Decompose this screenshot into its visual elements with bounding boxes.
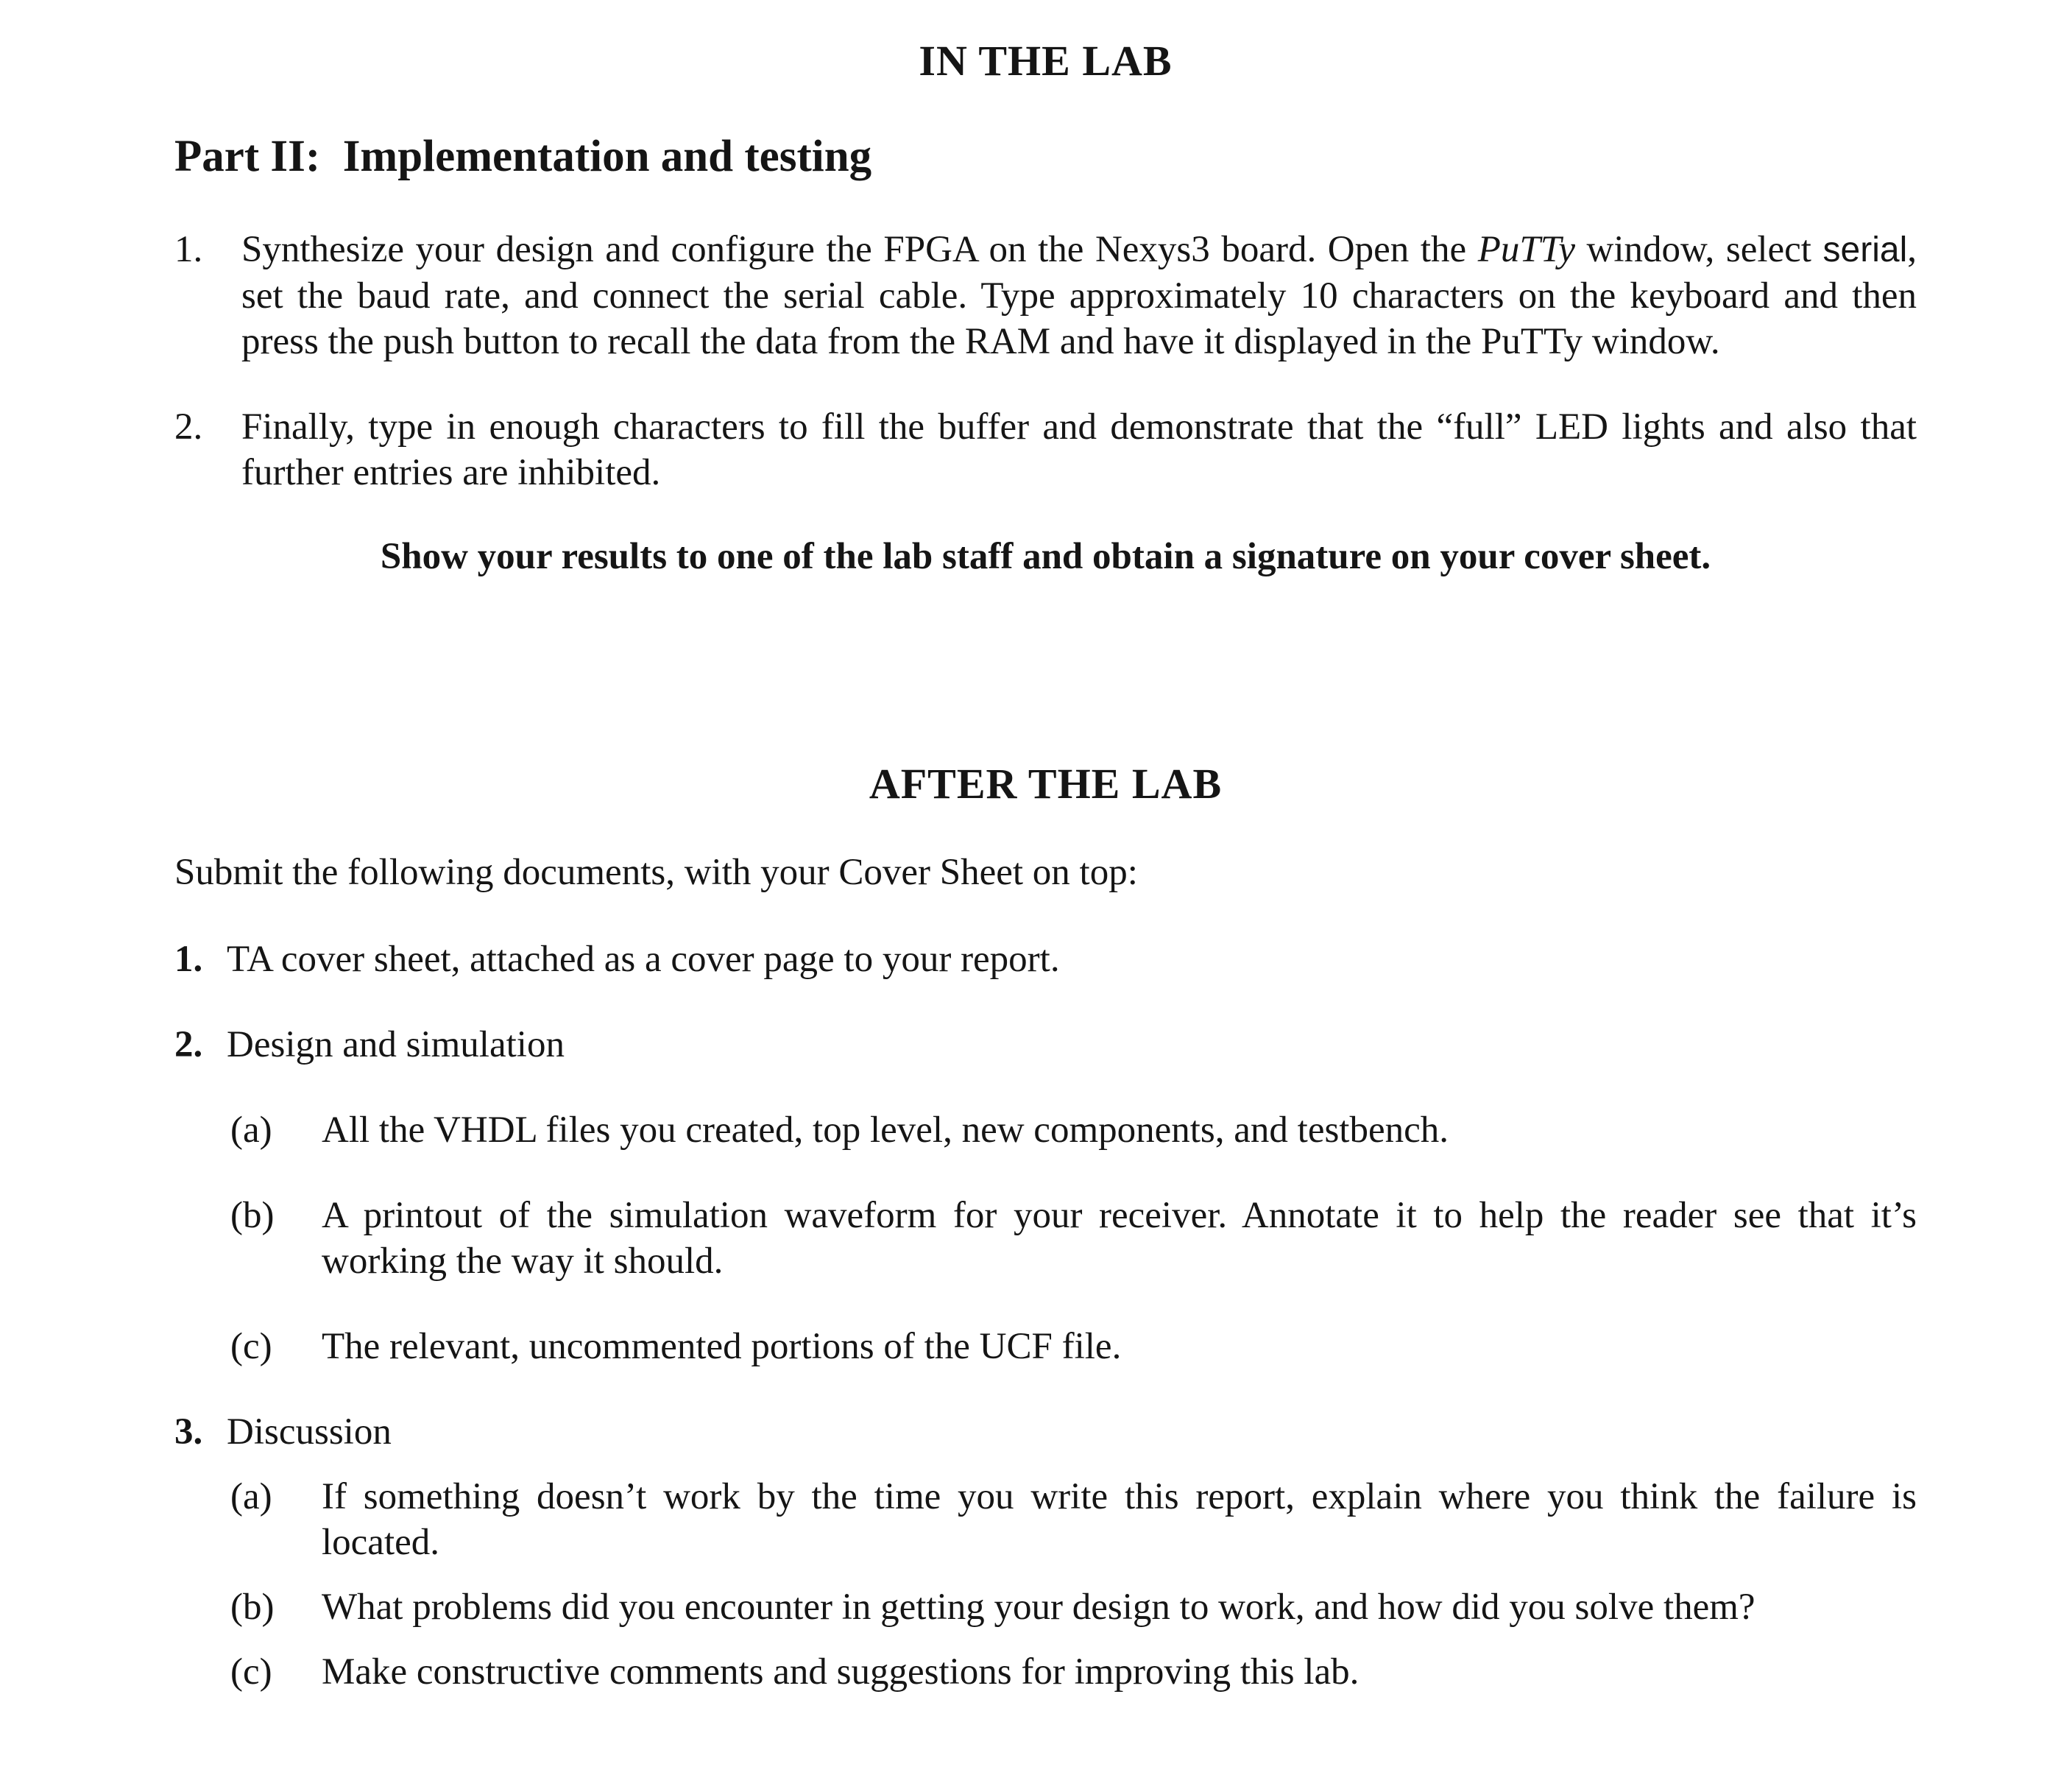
submit-item-2b-text: A printout of the simulation waveform for your receiver. Annotate it to help the reader see that it’s working the way it should.: [322, 1195, 1917, 1282]
text-segment: Synthesize your design and configure the FPGA on the Nexys3 board. Open the: [241, 229, 1478, 270]
text-segment: , set the baud rate, and connect the serial cable. Type approximately 10 characters on the keyboard and then press the push button to recall the data from the RAM and have it displayed in the PuTTy window.: [241, 229, 1917, 362]
after-the-lab-section: [174, 759, 1917, 1695]
part2-heading: Part II: Implementation and testing: [174, 132, 872, 181]
list-number: 3.: [174, 1411, 203, 1453]
submit-intro: Submit the following documents, with your Cover Sheet on top:: [174, 852, 1138, 893]
submit-item-3a-text: If something doesn’t work by the time you write this report, explain where you think the failure is located.: [322, 1476, 1917, 1563]
submit-item-3-text: Discussion: [227, 1411, 392, 1453]
list-number: 2.: [174, 406, 203, 448]
submit-item-2a: [230, 1107, 1917, 1153]
submit-item-3c-text: Make constructive comments and suggestions for improving this lab.: [322, 1651, 1359, 1693]
submit-item-2a-text: All the VHDL files you created, top level, new components, and testbench.: [322, 1109, 1449, 1151]
serial-sans-text: serial: [1822, 230, 1908, 269]
submit-item-3: [174, 1409, 1917, 1455]
lab-step-1-text: [241, 227, 1917, 364]
submit-item-3a: [230, 1474, 1917, 1565]
submit-item-2b: [230, 1193, 1917, 1284]
submit-item-2-text: Design and simulation: [227, 1024, 565, 1065]
list-number: 1.: [174, 939, 203, 980]
sub-label: (c): [230, 1651, 272, 1693]
sub-label: (a): [230, 1109, 272, 1151]
sub-label: (c): [230, 1326, 272, 1367]
text-segment: window, select: [1574, 229, 1823, 270]
show-results-callout: Show your results to one of the lab staff and obtain a signature on your cover sheet.: [380, 536, 1711, 577]
sub-label: (a): [230, 1476, 272, 1517]
submit-item-2c-text: The relevant, uncommented portions of the UCF file.: [322, 1326, 1122, 1367]
submit-item-2c: [230, 1324, 1917, 1369]
submit-item-1: [174, 936, 1917, 982]
putty-italic-text: PuTTy: [1477, 229, 1575, 270]
submit-item-3b-text: What problems did you encounter in getting your design to work, and how did you solve them?: [322, 1587, 1755, 1628]
list-number: 2.: [174, 1024, 203, 1065]
list-number: 1.: [174, 229, 203, 270]
sub-label: (b): [230, 1587, 275, 1628]
lab-step-2-text: Finally, type in enough characters to fill the buffer and demonstrate that the “full” LED lights and also that further entries are inhibited.: [241, 406, 1917, 493]
submit-item-1-text: TA cover sheet, attached as a cover page to your report.: [227, 939, 1060, 980]
section-title-after-the-lab: AFTER THE LAB: [869, 760, 1223, 808]
submit-item-2: [174, 1022, 1917, 1068]
lab-step-2: [174, 404, 1917, 495]
lab-step-1: [174, 227, 1917, 364]
sub-label: (b): [230, 1195, 275, 1236]
section-title-in-the-lab: IN THE LAB: [919, 37, 1173, 85]
submit-item-3b: [230, 1584, 1917, 1630]
submit-item-3c: [230, 1649, 1917, 1695]
